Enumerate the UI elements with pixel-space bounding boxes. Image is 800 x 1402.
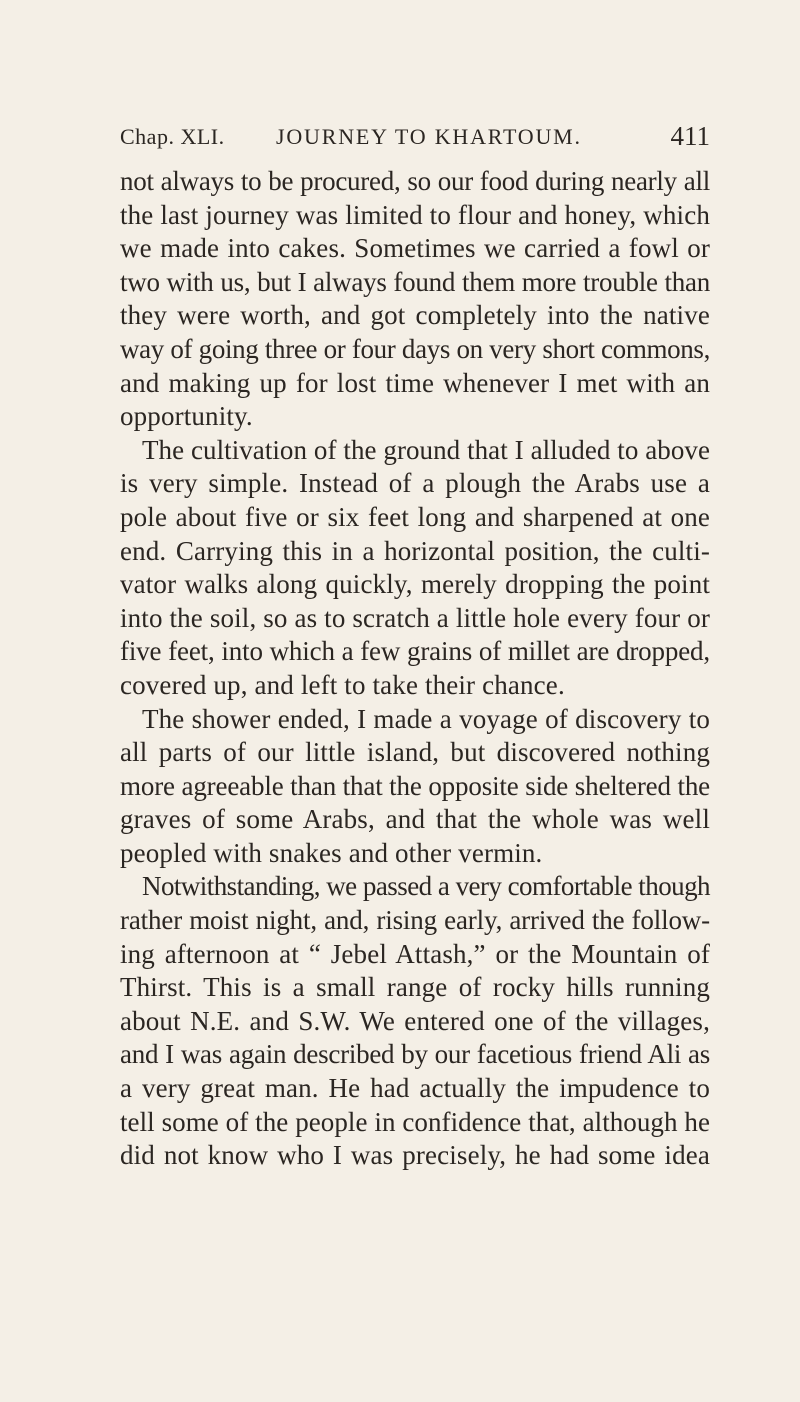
page-number: 411: [670, 121, 710, 151]
text-line: we made into cakes. Sometimes we carried a fowl or: [120, 233, 710, 264]
running-head: [120, 121, 710, 160]
text-line: tell some of the people in confidence that, although he: [120, 1106, 710, 1137]
text-line: way of going three or four days on very short commons,: [120, 333, 710, 364]
text-line: a very great man. He had actually the impudence to: [120, 1073, 710, 1104]
text-line: covered up, and left to take their chance.: [120, 669, 565, 700]
text-line: The cultivation of the ground that I alluded to above: [142, 434, 710, 465]
running-title: JOURNEY TO KHARTOUM.: [276, 124, 582, 149]
text-line: more agreeable than that the opposite side sheltered the: [120, 770, 710, 801]
text-line: did not know who I was precisely, he had some idea: [120, 1140, 710, 1171]
paragraph-2: [120, 434, 710, 703]
text-line: Thirst. This is a small range of rocky hills running: [120, 972, 710, 1003]
text-line: the last journey was limited to flour and honey, which: [120, 199, 710, 230]
text-line: opportunity.: [120, 401, 253, 432]
text-line: ing afternoon at “ Jebel Attash,” or the Mountain of: [120, 938, 710, 969]
body-text: [120, 165, 710, 1173]
text-line: vator walks along quickly, merely dropping the point: [120, 569, 710, 600]
text-line: not always to be procured, so our food during nearly all: [120, 166, 710, 196]
text-line: and making up for lost time whenever I met with an: [120, 367, 710, 398]
text-line: is very simple. Instead of a plough the Arabs use a: [120, 468, 710, 499]
text-line: peopled with snakes and other vermin.: [120, 837, 543, 868]
paragraph-4: [120, 870, 710, 1172]
text-line: about N.E. and S.W. We entered one of the villages,: [120, 1005, 710, 1036]
paragraph-1: [120, 165, 710, 434]
text-line: two with us, but I always found them more trouble than: [120, 266, 710, 297]
text-line: five feet, into which a few grains of millet are dropped,: [120, 636, 710, 667]
chapter-label: Chap. XLI.: [120, 124, 225, 149]
text-line: The shower ended, I made a voyage of discovery to: [142, 703, 710, 734]
paragraph-3: [120, 703, 710, 871]
text-line: Notwithstanding, we passed a very comfortable though: [142, 871, 710, 902]
text-line: and I was again described by our facetious friend Ali as: [120, 1039, 710, 1070]
text-line: they were worth, and got completely into the native: [120, 300, 710, 331]
text-line: rather moist night, and, rising early, arrived the follow-: [120, 905, 710, 936]
text-line: all parts of our little island, but discovered nothing: [120, 737, 710, 768]
text-line: into the soil, so as to scratch a little hole every four or: [120, 602, 710, 633]
text-line: pole about five or six feet long and sharpened at one: [120, 501, 710, 532]
text-line: end. Carrying this in a horizontal position, the culti-: [120, 535, 710, 566]
text-line: graves of some Arabs, and that the whole was well: [120, 804, 710, 835]
